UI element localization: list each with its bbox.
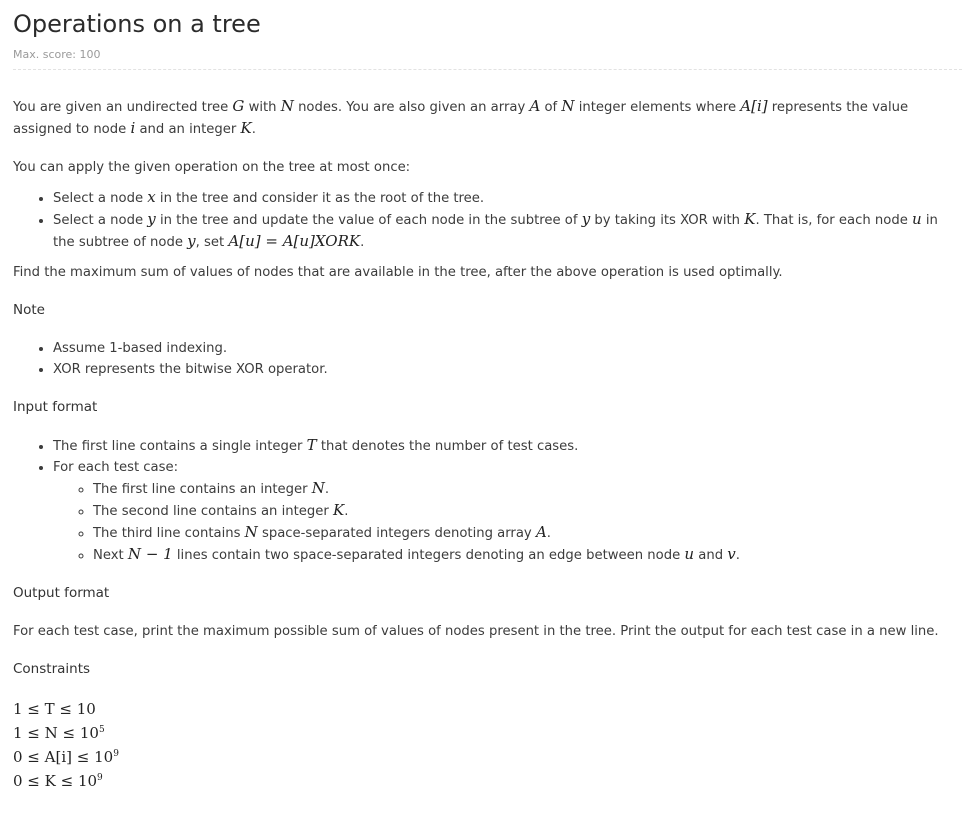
input-subitem: ◦ The first line contains an integer N.	[93, 478, 953, 500]
constraints-heading: Constraints	[13, 661, 91, 677]
input-item: • For each test case: ◦ The first line contains an integer N. ◦ The second line contains an integer K. ◦ The third line contains N space-separated integers denoting array A. ◦ Next N − 1 lines contain two space-separated integers denoting an edge between node u and v.	[53, 457, 953, 566]
page-title: Operations on a tree	[13, 10, 261, 38]
intro-paragraph: You are given an undirected tree G with N nodes. You are also given an array A of N integer elements where A[i] represents the value assigned to node i and an integer K.	[13, 97, 909, 137]
constraint-line: $1 \le N \le 10^5$	[13, 724, 105, 742]
operation-item: • Select a node x in the tree and consider it as the root of the tree.	[53, 187, 953, 209]
operations-list	[13, 187, 953, 253]
input-format-heading: Input format	[13, 399, 98, 415]
note-item: • XOR represents the bitwise XOR operator.	[53, 359, 953, 380]
constraint-line: $0 \le K \le 10^9$	[13, 772, 103, 790]
input-subitem: ◦ The third line contains N space-separated integers denoting array A.	[93, 522, 953, 544]
output-format-heading: Output format	[13, 585, 110, 601]
input-subitem: ◦ The second line contains an integer K.	[93, 500, 953, 522]
divider	[13, 69, 962, 70]
constraint-line: 1 ≤ T ≤ 10	[13, 700, 96, 718]
input-item: • The first line contains a single integer T that denotes the number of test cases.	[53, 435, 953, 457]
problem-statement	[13, 96, 953, 793]
constraint-line: $0 \le A[i] \le 10^9$	[13, 748, 119, 766]
note-item: • Assume 1-based indexing.	[53, 338, 953, 359]
input-format-list	[13, 435, 953, 566]
max-score: Max. score: 100	[13, 48, 101, 61]
input-sublist	[53, 478, 953, 566]
apply-paragraph: You can apply the given operation on the tree at most once:	[13, 160, 411, 175]
output-format-text: For each test case, print the maximum possible sum of values of nodes present in the tree. Print the output for each test case in a new line.	[13, 624, 939, 639]
constraints-block	[13, 697, 953, 793]
input-subitem: ◦ Next N − 1 lines contain two space-separated integers denoting an edge between node u and v.	[93, 544, 953, 566]
note-heading: Note	[13, 302, 45, 318]
operation-item: • Select a node y in the tree and update the value of each node in the subtree of y by taking its XOR with K. That is, for each node u in the subtree of node y, set A[u] = A[u]XORK.	[53, 209, 953, 253]
find-paragraph: Find the maximum sum of values of nodes that are available in the tree, after the above operation is used optimally.	[13, 265, 783, 280]
note-list	[13, 338, 953, 380]
